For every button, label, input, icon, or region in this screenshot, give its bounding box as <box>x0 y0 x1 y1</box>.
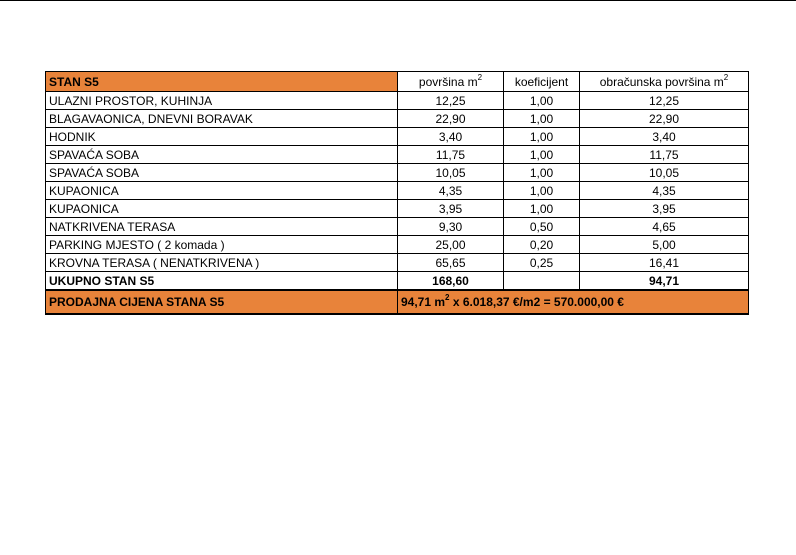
calc-area-header-sup: 2 <box>723 72 729 82</box>
coef-cell: 0,50 <box>504 218 580 236</box>
area-cell: 65,65 <box>398 254 504 272</box>
room-name-cell: KUPAONICA <box>46 200 398 218</box>
calc-area-cell: 3,40 <box>580 128 749 146</box>
coef-cell: 1,00 <box>504 164 580 182</box>
top-border-line <box>0 0 796 1</box>
price-formula-area: 94,71 m <box>401 295 446 309</box>
price-formula-cell <box>398 290 749 314</box>
table-row <box>46 182 749 200</box>
table-row <box>46 218 749 236</box>
area-cell: 4,35 <box>398 182 504 200</box>
total-row <box>46 272 749 291</box>
coef-cell: 0,20 <box>504 236 580 254</box>
price-formula-sup: 2 <box>445 293 450 302</box>
price-formula-rest: x 6.018,37 €/m2 = 570.000,00 € <box>449 295 624 309</box>
coef-cell: 1,00 <box>504 128 580 146</box>
coef-cell: 1,00 <box>504 146 580 164</box>
coef-cell: 1,00 <box>504 92 580 110</box>
room-name-cell: SPAVAĆA SOBA <box>46 164 398 182</box>
room-name-cell: NATKRIVENA TERASA <box>46 218 398 236</box>
total-label-cell: UKUPNO STAN S5 <box>46 272 398 291</box>
table-row <box>46 110 749 128</box>
area-cell: 11,75 <box>398 146 504 164</box>
apartment-area-table <box>45 71 749 315</box>
calc-area-cell: 11,75 <box>580 146 749 164</box>
total-coef-cell <box>504 272 580 291</box>
table-row <box>46 128 749 146</box>
room-name-cell: HODNIK <box>46 128 398 146</box>
room-name-cell: KROVNA TERASA ( NENATKRIVENA ) <box>46 254 398 272</box>
coef-cell: 1,00 <box>504 110 580 128</box>
calc-area-cell: 3,95 <box>580 200 749 218</box>
calc-area-header-text: obračunska površina m <box>599 74 724 89</box>
area-cell: 10,05 <box>398 164 504 182</box>
calc-area-cell: 22,90 <box>580 110 749 128</box>
area-header-cell <box>398 72 504 92</box>
area-cell: 25,00 <box>398 236 504 254</box>
coef-cell: 1,00 <box>504 200 580 218</box>
table-row <box>46 236 749 254</box>
table-row <box>46 200 749 218</box>
area-cell: 9,30 <box>398 218 504 236</box>
area-header-sup: 2 <box>477 72 483 82</box>
coef-header-cell: koeficijent <box>504 72 580 92</box>
area-cell: 3,40 <box>398 128 504 146</box>
area-cell: 22,90 <box>398 110 504 128</box>
room-name-cell: KUPAONICA <box>46 182 398 200</box>
coef-cell: 0,25 <box>504 254 580 272</box>
table-row <box>46 254 749 272</box>
table-header-row <box>46 72 749 92</box>
apartment-title-cell: STAN S5 <box>46 72 398 92</box>
calc-area-cell: 10,05 <box>580 164 749 182</box>
table-row <box>46 146 749 164</box>
calc-area-cell: 16,41 <box>580 254 749 272</box>
calc-area-cell: 12,25 <box>580 92 749 110</box>
table-row <box>46 164 749 182</box>
area-cell: 3,95 <box>398 200 504 218</box>
calc-area-cell: 4,35 <box>580 182 749 200</box>
total-area-cell: 168,60 <box>398 272 504 291</box>
price-row <box>46 290 749 314</box>
table-row <box>46 92 749 110</box>
calc-area-cell: 5,00 <box>580 236 749 254</box>
table-body <box>46 72 749 315</box>
room-name-cell: PARKING MJESTO ( 2 komada ) <box>46 236 398 254</box>
room-name-cell: BLAGAVAONICA, DNEVNI BORAVAK <box>46 110 398 128</box>
room-name-cell: SPAVAĆA SOBA <box>46 146 398 164</box>
price-label-cell: PRODAJNA CIJENA STANA S5 <box>46 290 398 314</box>
room-name-cell: ULAZNI PROSTOR, KUHINJA <box>46 92 398 110</box>
calc-area-header-cell <box>580 72 749 92</box>
total-calc-area-cell: 94,71 <box>580 272 749 291</box>
coef-cell: 1,00 <box>504 182 580 200</box>
area-cell: 12,25 <box>398 92 504 110</box>
calc-area-cell: 4,65 <box>580 218 749 236</box>
area-header-text: površina m <box>418 74 478 89</box>
